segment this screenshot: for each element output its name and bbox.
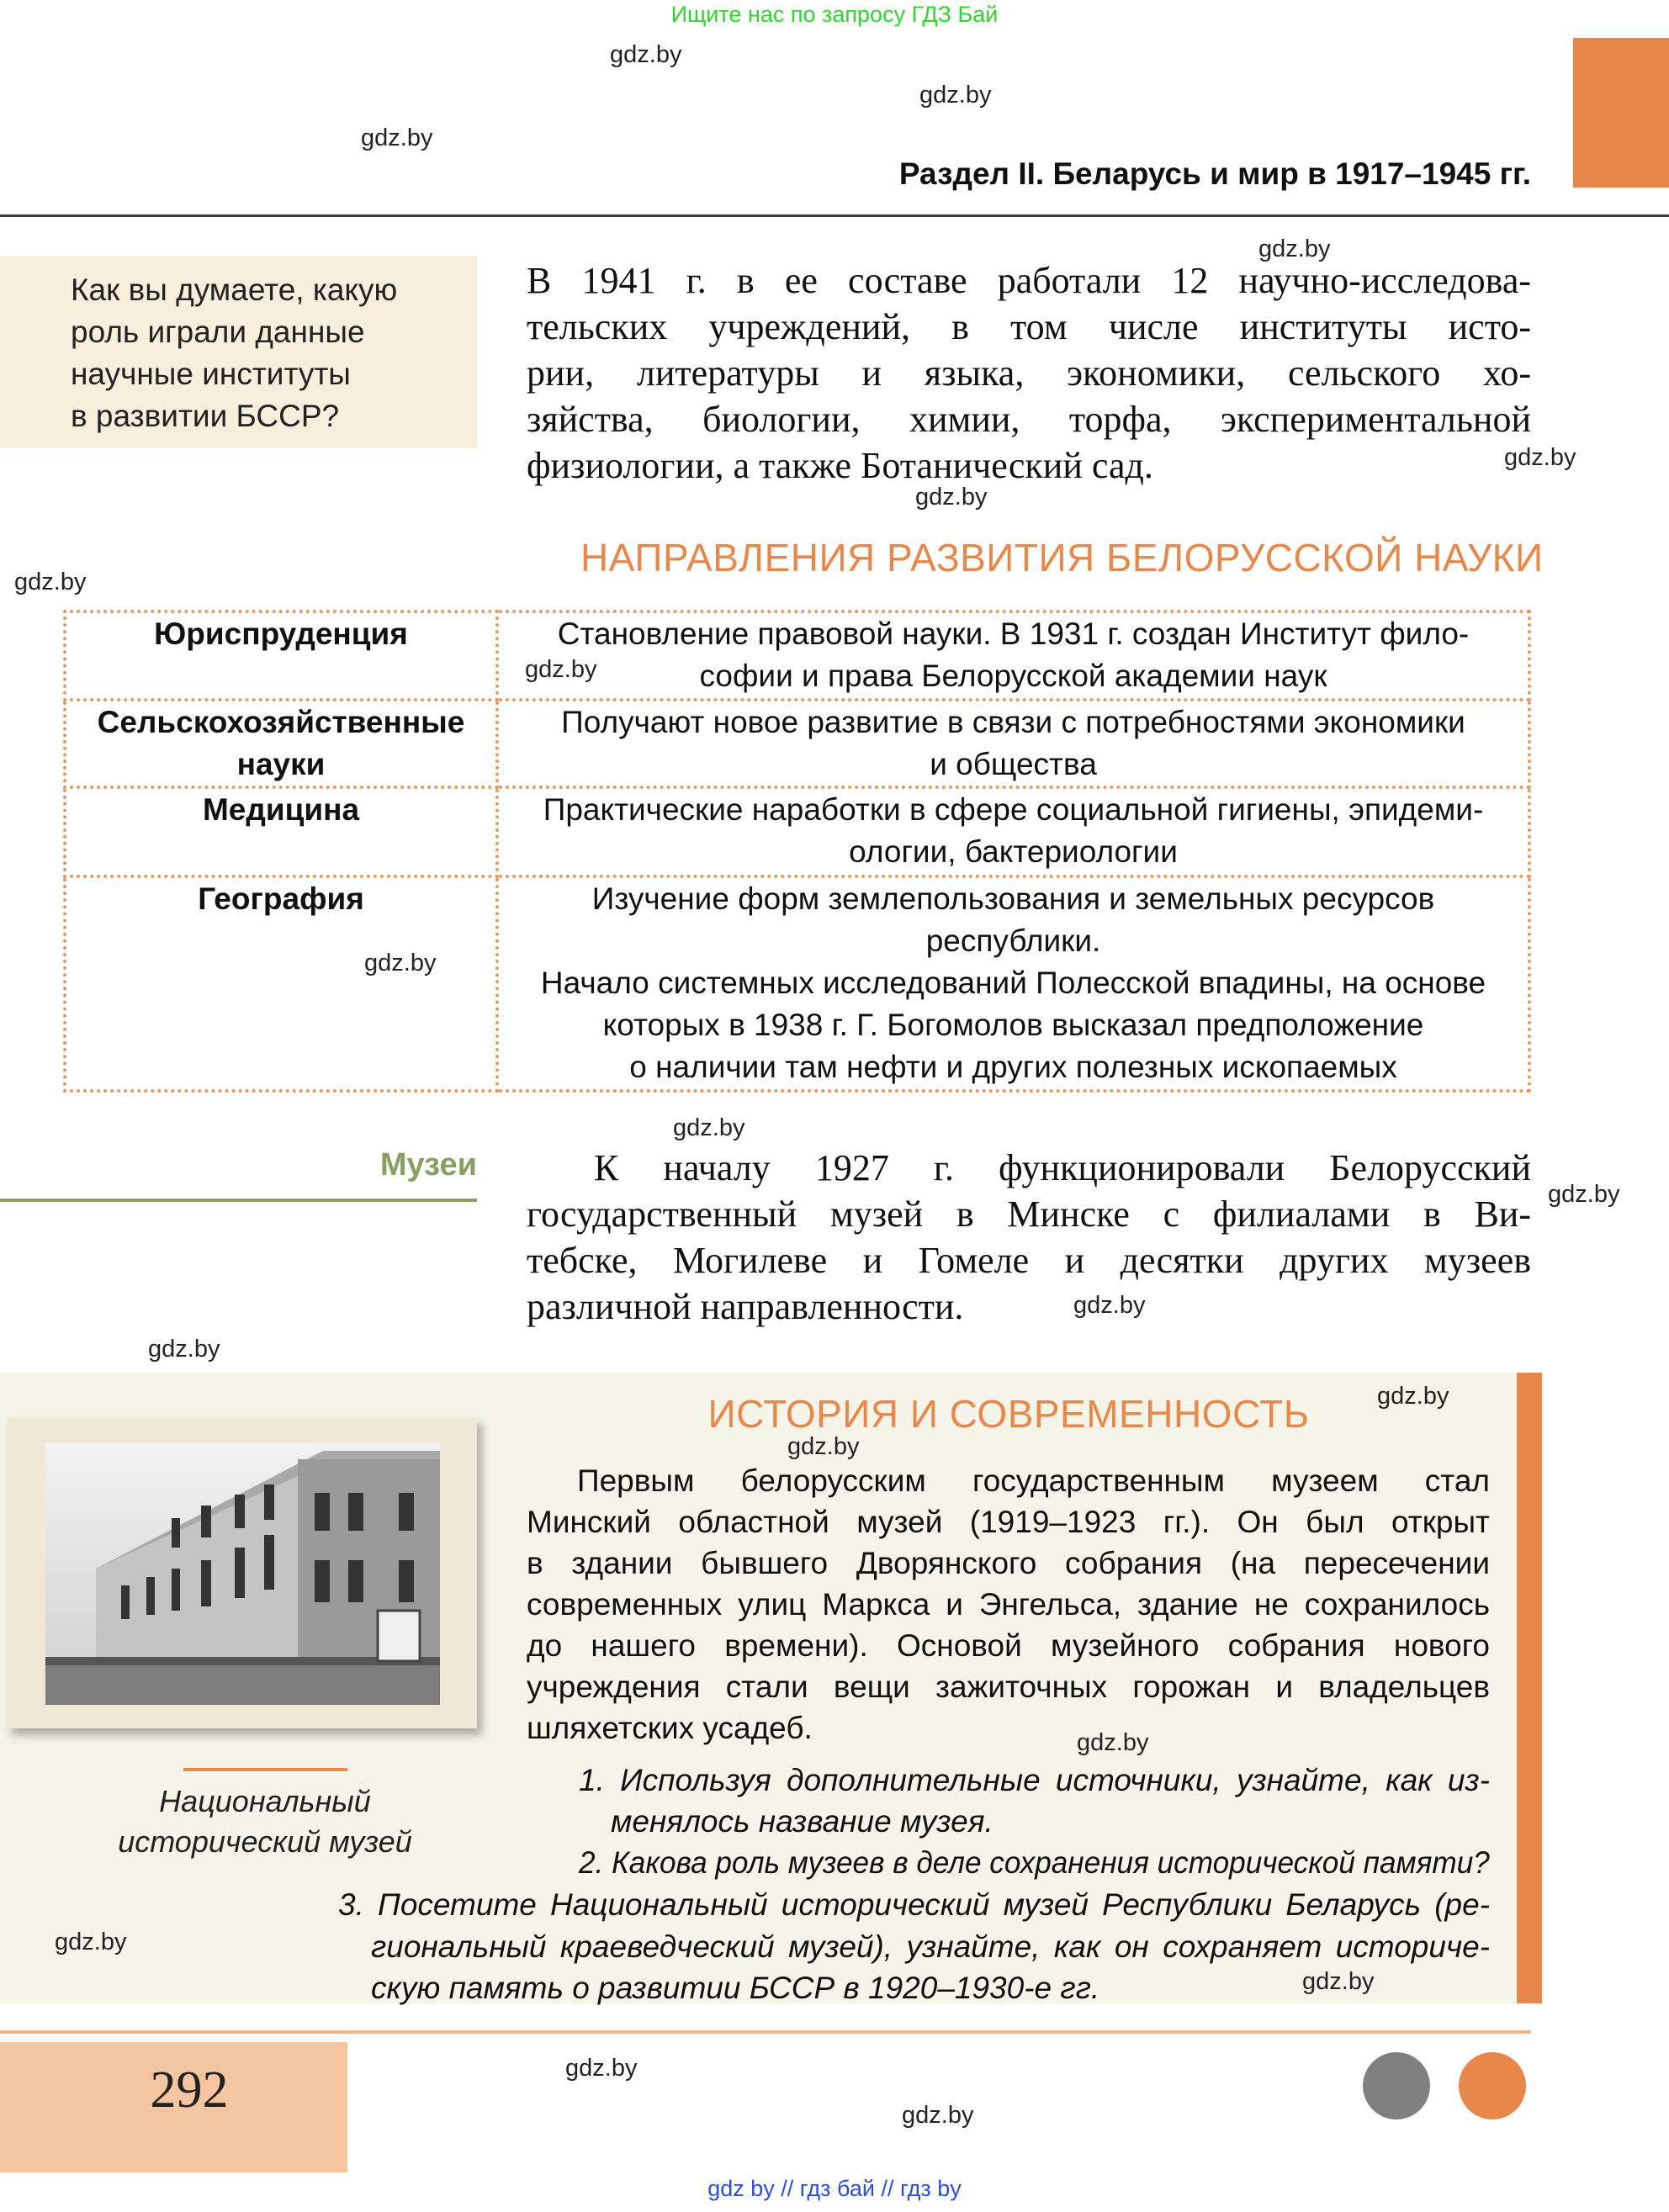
- desc-line: софии и права Белорусской академии наук: [699, 659, 1327, 693]
- field-description: [497, 787, 1529, 876]
- watermark: gdz.by: [14, 569, 87, 595]
- text-line: до нашего времени). Основой музейного собрания нового: [527, 1628, 1490, 1663]
- table-row: [65, 611, 1529, 700]
- footer-links[interactable]: gdz by // гдз бай // гдз by: [707, 2176, 962, 2201]
- field-name: География: [65, 876, 497, 1091]
- watermark: gdz.by: [364, 950, 437, 976]
- field-description: [497, 876, 1529, 1091]
- paragraph-first-museum: [527, 1460, 1490, 1749]
- page-number: 292: [150, 2061, 229, 2119]
- table-row: [65, 876, 1529, 1091]
- watermark: gdz.by: [361, 124, 433, 151]
- history-section-accent-bar: [1517, 1373, 1542, 2003]
- text-line: рии, литературы и языка, экономики, сельского хо-: [527, 352, 1531, 394]
- text-line: тебске, Могилеве и Гомеле и десятки других музеев: [527, 1240, 1531, 1281]
- watermark: gdz.by: [1504, 444, 1576, 471]
- field-name: Медицина: [65, 787, 497, 876]
- watermark: gdz.by: [55, 1929, 127, 1955]
- section-tab-marker: [1573, 38, 1669, 188]
- paragraph-institutes: [527, 257, 1531, 489]
- question-line: роль играли данные: [71, 315, 365, 349]
- museums-label-underline: [0, 1199, 477, 1202]
- museums-margin-label: Музеи: [379, 1147, 477, 1183]
- text-line: зяйства, биологии, химии, торфа, экспериментальной: [527, 399, 1531, 440]
- watermark: gdz.by: [915, 484, 988, 511]
- building-illustration: [45, 1442, 440, 1705]
- watermark: gdz.by: [1302, 1968, 1375, 1995]
- paragraph-museums: [527, 1145, 1531, 1330]
- science-directions-table: [63, 610, 1531, 1093]
- caption-divider: [183, 1768, 347, 1771]
- question-3: 3. Посетите Национальный исторический музей Республики Беларусь (ре-: [338, 1887, 1490, 1922]
- text-line: тельских учреждений, в том числе институты исто-: [527, 306, 1531, 347]
- text-line: К началу 1927 г. функционировали Белорусский: [594, 1147, 1531, 1188]
- question-line: в развитии БССР?: [71, 399, 340, 433]
- field-description: [497, 611, 1529, 700]
- previous-page-dot[interactable]: [1363, 2052, 1430, 2119]
- text-line: Минский областной музей (1919–1923 гг.). Он был открыт: [527, 1505, 1490, 1539]
- museum-building-photo: [45, 1442, 440, 1705]
- next-page-dot[interactable]: [1459, 2052, 1526, 2119]
- question-line: научные институты: [71, 357, 351, 391]
- desc-line: ологии, бактериологии: [849, 834, 1178, 869]
- question-2: 2. Какова роль музеев в деле сохранения исторической памяти?: [579, 1845, 1490, 1880]
- photo-caption: [101, 1781, 429, 1862]
- text-line: шляхетских усадеб.: [527, 1711, 813, 1745]
- desc-line: Становление правовой науки. В 1931 г. создан Институт фило-: [557, 617, 1470, 651]
- text-line: учреждения стали вещи зажиточных горожан и владельцев: [527, 1670, 1490, 1704]
- watermark: gdz.by: [1073, 1292, 1146, 1319]
- text-line: в здании бывшего Дворянского собрания (на пересечении: [527, 1546, 1490, 1580]
- footer-divider: [0, 2030, 1531, 2034]
- section-header: Раздел II. Беларусь и мир в 1917–1945 гг.: [898, 156, 1531, 191]
- question-1-cont: менялось название музея.: [611, 1804, 993, 1839]
- question-3-cont: гиональный краеведческий музей), узнайте, как он сохраняет историче-: [371, 1929, 1490, 1964]
- desc-line: Получают новое развитие в связи с потребностями экономики: [561, 705, 1465, 739]
- question-3-cont: скую память о развитии БССР в 1920–1930-е гг.: [371, 1971, 1100, 2005]
- question-line: Как вы думаете, какую: [71, 273, 398, 307]
- text-line: современных улиц Маркса и Энгельса, здание не сохранилось: [527, 1587, 1490, 1622]
- history-title: ИСТОРИЯ И СОВРЕМЕННОСТЬ: [707, 1392, 1310, 1436]
- desc-line: Начало системных исследований Полесской впадины, на основе: [540, 966, 1486, 1000]
- search-hint: Ищите нас по запросу ГДЗ Бай: [670, 2, 999, 27]
- museum-photo-frame: [7, 1417, 477, 1728]
- caption-line: Национальный: [159, 1784, 371, 1818]
- header-divider: [0, 214, 1669, 217]
- text-line: физиологии, а также Ботанический сад.: [527, 445, 1153, 486]
- watermark: gdz.by: [525, 656, 597, 683]
- question-1: 1. Используя дополнительные источники, узнайте, как из-: [579, 1763, 1490, 1797]
- watermark: gdz.by: [673, 1114, 745, 1141]
- caption-line: исторический музей: [118, 1824, 412, 1859]
- field-description: [497, 700, 1529, 787]
- watermark: gdz.by: [148, 1336, 220, 1363]
- text-line: Первым белорусским государственным музеем стал: [577, 1463, 1490, 1498]
- desc-line: которых в 1938 г. Г. Богомолов высказал предположение: [602, 1008, 1424, 1042]
- watermark: gdz.by: [919, 82, 992, 108]
- watermark: gdz.by: [902, 2102, 974, 2129]
- desc-line: и общества: [930, 747, 1097, 781]
- table-row: [65, 700, 1529, 787]
- desc-line: о наличии там нефти и других полезных ископаемых: [629, 1050, 1397, 1084]
- watermark: gdz.by: [1077, 1729, 1149, 1756]
- watermark: gdz.by: [610, 41, 682, 68]
- text-line: В 1941 г. в ее составе работали 12 научно-исследова-: [527, 260, 1531, 301]
- table-title: НАПРАВЛЕНИЯ РАЗВИТИЯ БЕЛОРУССКОЙ НАУКИ: [580, 536, 1544, 579]
- field-name: Юриспруденция: [65, 611, 497, 700]
- desc-line: Изучение форм землепользования и земельных ресурсов: [591, 881, 1435, 916]
- watermark: gdz.by: [1548, 1181, 1620, 1208]
- watermark: gdz.by: [1258, 235, 1331, 262]
- field-name: Сельскохозяйственные науки: [65, 700, 497, 787]
- watermark: gdz.by: [565, 2055, 638, 2082]
- text-line: государственный музей в Минске с филиалами в Ви-: [527, 1193, 1531, 1235]
- question-box: [0, 256, 477, 448]
- desc-line: республики.: [925, 923, 1101, 958]
- watermark: gdz.by: [787, 1433, 860, 1460]
- table-row: [65, 787, 1529, 876]
- text-line: различной направленности.: [527, 1286, 964, 1327]
- watermark: gdz.by: [1377, 1383, 1449, 1410]
- desc-line: Практические наработки в сфере социальной гигиены, эпидеми-: [543, 792, 1484, 827]
